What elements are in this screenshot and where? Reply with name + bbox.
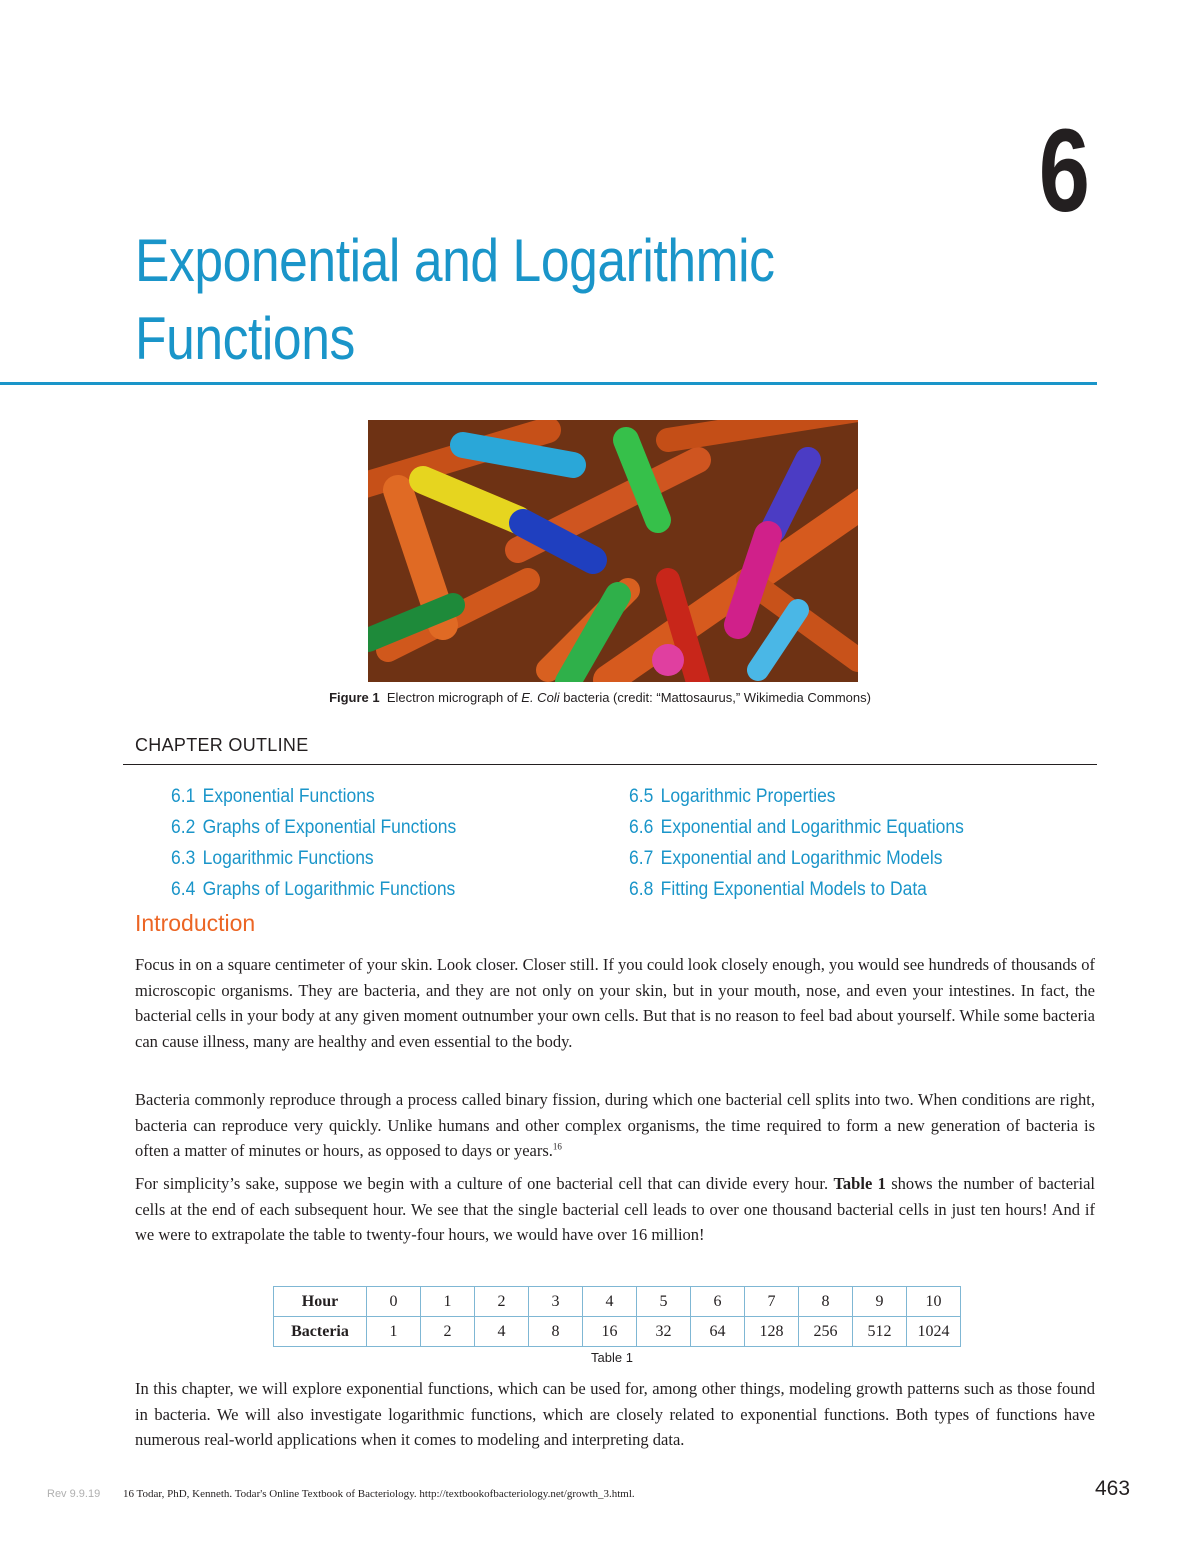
intro-paragraph-3-after: shows the number of bacterial cells at the end of each subsequent hour. We see that the single bacterial cell leads to over one thousand bacterial cells in just ten hours! And if we were to extrapolate the table to twenty-four hours, we would have over 16 million! xyxy=(135,1174,1096,1244)
table-cell: 6 xyxy=(691,1287,745,1317)
table-cell: 5 xyxy=(637,1287,691,1317)
outline-number: 6.4 xyxy=(171,879,196,900)
footnote-marker[interactable]: 16 xyxy=(552,1141,562,1152)
table-cell: 7 xyxy=(745,1287,799,1317)
table-header-bacteria: Bacteria xyxy=(274,1317,367,1347)
intro-paragraph-3 xyxy=(135,1171,1095,1248)
outline-column-2 xyxy=(629,781,993,905)
table-cell: 8 xyxy=(529,1317,583,1347)
intro-paragraph-2 xyxy=(135,1087,1095,1164)
table-cell: 4 xyxy=(475,1317,529,1347)
figure-caption xyxy=(200,690,1000,705)
outline-label: Logarithmic Functions xyxy=(202,848,374,869)
outline-link-6-2[interactable] xyxy=(171,812,456,843)
table-row-hour xyxy=(274,1287,961,1317)
table-cell: 1 xyxy=(367,1317,421,1347)
introduction-heading: Introduction xyxy=(135,910,256,936)
table-cell: 256 xyxy=(799,1317,853,1347)
table-cell: 1 xyxy=(421,1287,475,1317)
page-number: 463 xyxy=(1095,1477,1131,1500)
bacterium-pink-end xyxy=(652,644,684,676)
table-cell: 16 xyxy=(583,1317,637,1347)
table-cell: 128 xyxy=(745,1317,799,1347)
table-reference-link[interactable]: Table 1 xyxy=(833,1174,886,1193)
outline-link-6-4[interactable] xyxy=(171,874,456,905)
outline-number: 6.5 xyxy=(629,786,654,807)
table-cell: 64 xyxy=(691,1317,745,1347)
outline-number: 6.3 xyxy=(171,848,196,869)
outline-label: Fitting Exponential Models to Data xyxy=(660,879,927,900)
outline-label: Exponential and Logarithmic Equations xyxy=(660,817,964,838)
outline-label: Graphs of Exponential Functions xyxy=(202,817,457,838)
figure-caption-before: Electron micrograph of xyxy=(386,690,522,705)
outline-label: Exponential Functions xyxy=(202,786,375,807)
table-cell: 2 xyxy=(475,1287,529,1317)
outline-column-1 xyxy=(171,781,481,905)
outline-label: Exponential and Logarithmic Models xyxy=(660,848,943,869)
footnote-text: 16 Todar, PhD, Kenneth. Todar's Online Textbook of Bacteriology. http://textbookofbacteriology.net/growth_3.html. xyxy=(123,1488,635,1500)
intro-paragraph-1: Focus in on a square centimeter of your skin. Look closer. Closer still. If you could look closely enough, you would see hundreds of thousands of microscopic organisms. They are bacteria, and they are not only on your skin, but in your mouth, nose, and even your intestines. In fact, the bacterial cells in your body at any given moment outnumber your own cells. But that is no reason to feel bad about yourself. While some bacteria can cause illness, many are healthy and even essential to the body. xyxy=(135,955,1095,1051)
table-cell: 1024 xyxy=(907,1317,961,1347)
chapter-title xyxy=(135,222,892,378)
intro-paragraph-3-before: For simplicity’s sake, suppose we begin with a culture of one bacterial cell that can divide every hour. xyxy=(135,1174,834,1193)
table-header-hour: Hour xyxy=(274,1287,367,1317)
outline-label: Graphs of Logarithmic Functions xyxy=(202,879,456,900)
intro-paragraph-4: In this chapter, we will explore exponential functions, which can be used for, among other things, modeling growth patterns such as those found in bacteria. We will also investigate logarithmic functions, which are closely related to exponential functions. Both types of functions have numerous real-world applications when it comes to modeling and interpreting data. xyxy=(135,1379,1095,1449)
bacteria-table xyxy=(273,1286,961,1347)
outline-link-6-6[interactable] xyxy=(629,812,964,843)
outline-number: 6.1 xyxy=(171,786,196,807)
outline-number: 6.8 xyxy=(629,879,654,900)
outline-number: 6.6 xyxy=(629,817,654,838)
chapter-title-line2: Functions xyxy=(135,305,355,372)
outline-link-6-3[interactable] xyxy=(171,843,456,874)
table-row-bacteria xyxy=(274,1317,961,1347)
table-cell: 4 xyxy=(583,1287,637,1317)
revision-label: Rev 9.9.19 xyxy=(47,1488,101,1500)
figure-label: Figure 1 xyxy=(329,690,380,705)
title-rule xyxy=(0,382,1097,385)
chapter-title-line1: Exponential and Logarithmic xyxy=(135,227,775,294)
table-cell: 512 xyxy=(853,1317,907,1347)
intro-paragraph-2-text: Bacteria commonly reproduce through a process called binary fission, during which one bacterial cell splits into two. When conditions are right, bacteria can reproduce very quickly. Unlike humans and other complex organisms, the time required to form a new generation of bacteria is often a matter of minutes or hours, as opposed to days or years. xyxy=(135,1090,1095,1160)
bacteria-micrograph xyxy=(368,420,858,682)
table-cell: 9 xyxy=(853,1287,907,1317)
outline-link-6-7[interactable] xyxy=(629,843,964,874)
figure-caption-after: bacteria (credit: “Mattosaurus,” Wikimedia Commons) xyxy=(559,690,871,705)
outline-number: 6.2 xyxy=(171,817,196,838)
outline-label: Logarithmic Properties xyxy=(660,786,836,807)
micrograph-svg xyxy=(368,420,858,682)
chapter-outline-heading: CHAPTER OUTLINE xyxy=(135,735,309,755)
outline-link-6-1[interactable] xyxy=(171,781,456,812)
table-cell: 8 xyxy=(799,1287,853,1317)
outline-rule xyxy=(123,764,1097,765)
outline-link-6-5[interactable] xyxy=(629,781,964,812)
chapter-number: 6 xyxy=(1038,105,1090,237)
table-cell: 10 xyxy=(907,1287,961,1317)
table-cell: 2 xyxy=(421,1317,475,1347)
table-cell: 32 xyxy=(637,1317,691,1347)
table-cell: 0 xyxy=(367,1287,421,1317)
outline-number: 6.7 xyxy=(629,848,654,869)
figure-caption-italic: E. Coli xyxy=(521,690,560,705)
table-caption: Table 1 xyxy=(591,1350,633,1365)
table-cell: 3 xyxy=(529,1287,583,1317)
outline-link-6-8[interactable] xyxy=(629,874,964,905)
